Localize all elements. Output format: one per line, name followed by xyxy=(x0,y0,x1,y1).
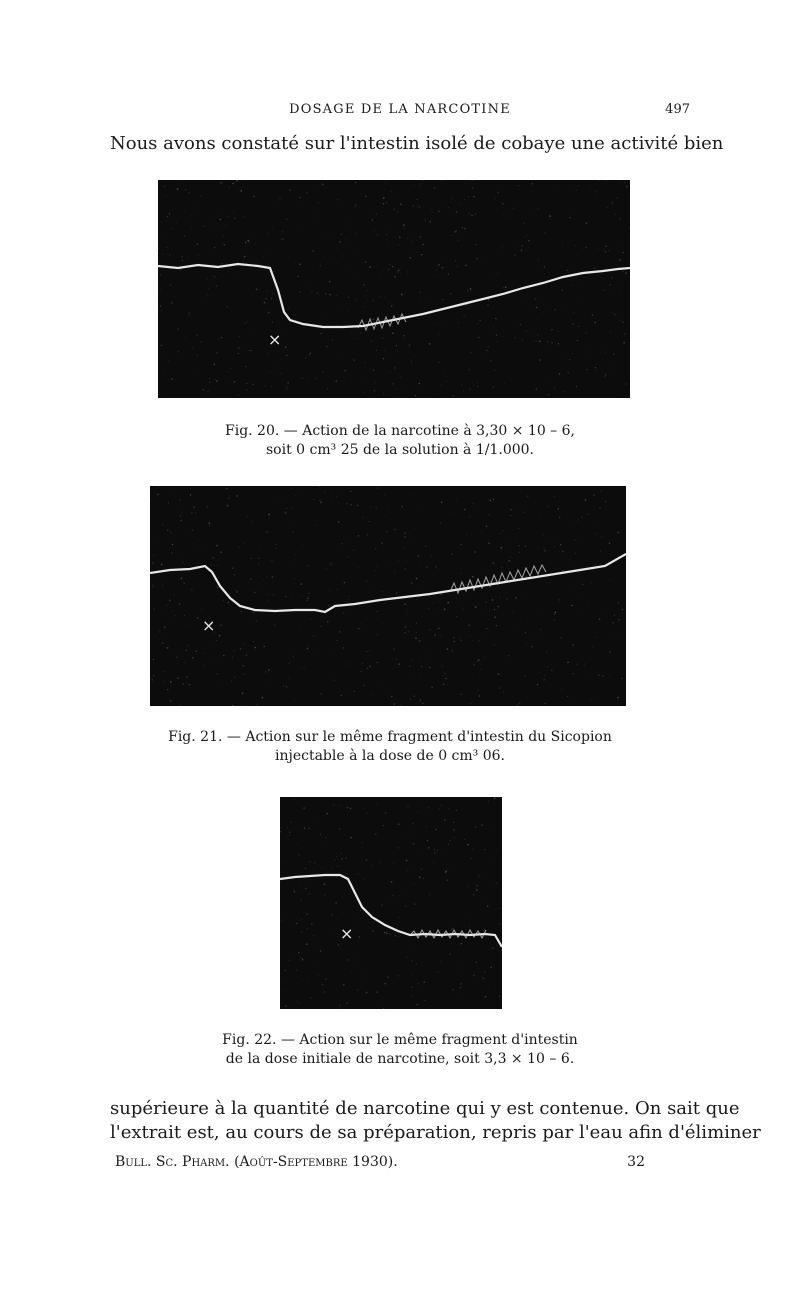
figure-21-caption xyxy=(150,728,630,766)
figure-20-svg xyxy=(158,180,630,398)
figure-20-trace xyxy=(158,264,630,327)
figure-22-tracing xyxy=(280,797,502,1009)
figure-22-caption xyxy=(180,1031,620,1069)
figure-21-caption-line-2: injectable à la dose de 0 cm³ 06. xyxy=(275,748,505,764)
running-head xyxy=(110,100,690,122)
figure-22-caption-line-2: de la dose initiale de narcotine, soit 3,3 × 10 – 6. xyxy=(225,1051,575,1067)
figure-20-caption-line-1: Fig. 20. — Action de la narcotine à 3,30 × 10 – 6, xyxy=(225,423,575,439)
footer-citation: Bull. Sc. Pharm. (Août-Septembre 1930). xyxy=(115,1154,398,1170)
figure-21-tracing xyxy=(150,486,626,706)
figure-22-svg xyxy=(280,797,502,1009)
figure-21-svg xyxy=(150,486,626,706)
figure-22-marker: × xyxy=(340,924,354,943)
figure-20-noise xyxy=(158,180,630,398)
footer xyxy=(115,1154,645,1174)
figure-20-caption-line-2: soit 0 cm³ 25 de la solution à 1/1.000. xyxy=(266,442,534,458)
figure-22-caption-line-1: Fig. 22. — Action sur le même fragment d'intestin xyxy=(222,1032,578,1048)
figure-20-tracing xyxy=(158,180,630,398)
body-text-bottom-2: l'extrait est, au cours de sa préparation, repris par l'eau afin d'éliminer xyxy=(110,1122,761,1143)
page-number: 497 xyxy=(665,102,690,117)
figure-21-trace xyxy=(150,554,626,612)
body-text-bottom-1: supérieure à la quantité de narcotine qui y est contenue. On sait que xyxy=(110,1098,740,1119)
figure-22-noise xyxy=(280,797,502,1009)
footer-signature-number: 32 xyxy=(627,1154,645,1170)
figure-20-marker: × xyxy=(268,330,282,349)
figure-20-caption xyxy=(180,422,620,460)
figure-21-marker: × xyxy=(202,616,216,635)
body-text-top: Nous avons constaté sur l'intestin isolé de cobaye une activité bien xyxy=(110,133,724,154)
running-title: DOSAGE DE LA NARCOTINE xyxy=(289,102,511,117)
figure-21-caption-line-1: Fig. 21. — Action sur le même fragment d'intestin du Sicopion xyxy=(168,729,612,745)
figure-21-noise xyxy=(151,486,623,706)
